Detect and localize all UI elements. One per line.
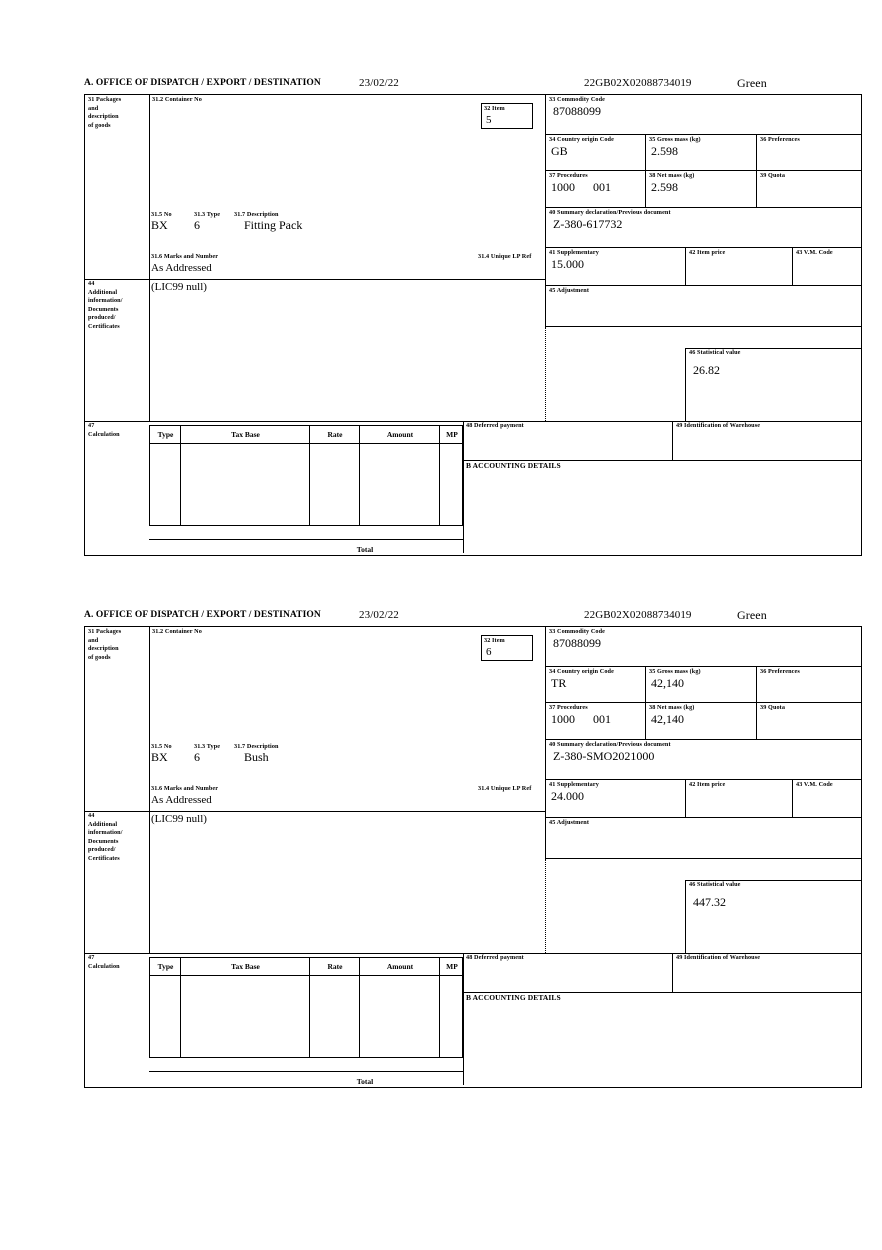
divider-box31-bottom	[85, 279, 545, 280]
box-38-net-mass: 38 Net mass (kg) 2.598	[646, 171, 757, 208]
declaration-block	[84, 94, 862, 556]
declaration-block	[84, 626, 862, 1088]
calc-total-label: Total	[356, 1077, 374, 1086]
office-of-dispatch-label: A. OFFICE OF DISPATCH / EXPORT / DESTINATION	[84, 610, 321, 620]
packages-number: BX	[151, 218, 168, 232]
divider-left-column	[149, 627, 150, 953]
box-35-gross-mass: 35 Gross mass (kg) 2.598	[646, 135, 757, 171]
box-31-label: 31 Packages and description of goods	[88, 628, 122, 661]
box-31-label: 31 Packages and description of goods	[88, 96, 122, 129]
box-43-vm-code: 43 V.M. Code	[793, 248, 861, 286]
box-b-accounting-details: B ACCOUNTING DETAILS	[466, 461, 561, 470]
box-42-item-price: 42 Item price	[686, 780, 793, 818]
box-44-label: 44 Additional information/ Documents produced/ Certificates	[88, 812, 123, 862]
box-37-procedures: 37 Procedures 1000 001	[545, 703, 646, 740]
box-31-2-container-no: 31.2 Container No	[152, 628, 202, 635]
box-42-item-price: 42 Item price	[686, 248, 793, 286]
calc-header-taxbase: Tax Base	[231, 962, 260, 971]
calc-header-mp: MP	[446, 430, 458, 439]
box-37-procedures: 37 Procedures 1000 001	[545, 171, 646, 208]
box-31-6-marks: 31.6 Marks and Number 31.4 Unique LP Ref As Addressed	[151, 253, 532, 274]
box-43-vm-code: 43 V.M. Code	[793, 780, 861, 818]
box-36-preferences: 36 Preferences	[757, 667, 861, 703]
packages-description: Bush	[244, 750, 269, 764]
box-45-adjustment: 45 Adjustment	[545, 818, 861, 859]
box-47-label: 47 Calculation	[88, 954, 120, 970]
declaration-date: 23/02/22	[359, 609, 399, 621]
divider-box46-top	[685, 880, 861, 881]
box-45-adjustment: 45 Adjustment	[545, 286, 861, 327]
box-40-previous-document: 40 Summary declaration/Previous document Z-380-SMO2021000	[545, 740, 861, 780]
box-39-quota: 39 Quota	[757, 703, 861, 740]
box-49-warehouse-id: 49 Identification of Warehouse	[673, 953, 861, 993]
calc-header-amount: Amount	[386, 962, 414, 971]
box-34-country-origin: 34 Country origin Code TR	[545, 667, 646, 703]
box-32-item: 32 Item 6	[481, 635, 533, 661]
divider-dotted	[545, 859, 546, 953]
form-header	[84, 610, 862, 626]
box-36-preferences: 36 Preferences	[757, 135, 861, 171]
box-47-label: 47 Calculation	[88, 422, 120, 438]
box-b-accounting-details: B ACCOUNTING DETAILS	[466, 993, 561, 1002]
calc-total-divider	[149, 1071, 463, 1072]
packages-number: BX	[151, 750, 168, 764]
box-49-warehouse-id: 49 Identification of Warehouse	[673, 421, 861, 461]
box-31-6-marks: 31.6 Marks and Number 31.4 Unique LP Ref As Addressed	[151, 785, 532, 806]
packages-type: 6	[194, 218, 200, 232]
box-39-quota: 39 Quota	[757, 171, 861, 208]
declaration-form-item-6	[84, 610, 862, 1088]
divider-box31-bottom	[85, 811, 545, 812]
calc-header-rate: Rate	[327, 962, 343, 971]
divider-box46-top	[685, 348, 861, 349]
box-33-commodity-code: 33 Commodity Code 87088099	[545, 95, 861, 135]
office-of-dispatch-label: A. OFFICE OF DISPATCH / EXPORT / DESTINATION	[84, 78, 321, 88]
declaration-date: 23/02/22	[359, 77, 399, 89]
box-31-2-container-no: 31.2 Container No	[152, 96, 202, 103]
box-46-statistical-value: 46 Statistical value 447.32	[685, 880, 861, 953]
box-35-gross-mass: 35 Gross mass (kg) 42,140	[646, 667, 757, 703]
box-44-label: 44 Additional information/ Documents produced/ Certificates	[88, 280, 123, 330]
calculation-table	[149, 957, 463, 1058]
packages-description: Fitting Pack	[244, 218, 303, 232]
packages-type: 6	[194, 750, 200, 764]
divider-left-column	[149, 95, 150, 421]
calc-total-label: Total	[356, 545, 374, 554]
box-41-supplementary: 41 Supplementary 15.000	[545, 248, 686, 286]
calc-header-taxbase: Tax Base	[231, 430, 260, 439]
box-44-value: (LIC99 null)	[151, 813, 207, 825]
movement-reference-number: 22GB02X02088734019	[584, 609, 692, 621]
marks-and-number-value: As Addressed	[151, 262, 212, 274]
box-33-commodity-code: 33 Commodity Code 87088099	[545, 627, 861, 667]
box-40-previous-document: 40 Summary declaration/Previous document Z-380-617732	[545, 208, 861, 248]
box-46-statistical-value: 46 Statistical value 26.82	[685, 348, 861, 421]
declaration-form-item-5	[84, 78, 862, 556]
box-44-value: (LIC99 null)	[151, 281, 207, 293]
calc-total-divider	[149, 539, 463, 540]
box-31-packages-row: 31.5 No 31.3 Type 31.7 Description BX 6 Fitting Pack	[151, 211, 303, 232]
box-38-net-mass: 38 Net mass (kg) 42,140	[646, 703, 757, 740]
routing-lane: Green	[737, 76, 767, 90]
divider-dotted	[545, 327, 546, 421]
calc-header-divider	[150, 975, 462, 976]
box-48-deferred-payment: 48 Deferred payment	[463, 953, 673, 993]
box-48-deferred-payment: 48 Deferred payment	[463, 421, 673, 461]
box-41-supplementary: 41 Supplementary 24.000	[545, 780, 686, 818]
calc-header-type: Type	[157, 962, 174, 971]
calc-header-divider	[150, 443, 462, 444]
calc-header-mp: MP	[446, 962, 458, 971]
calc-header-amount: Amount	[386, 430, 414, 439]
marks-and-number-value: As Addressed	[151, 794, 212, 806]
form-header	[84, 78, 862, 94]
box-32-item: 32 Item 5	[481, 103, 533, 129]
box-31-packages-row: 31.5 No 31.3 Type 31.7 Description BX 6 Bush	[151, 743, 279, 764]
movement-reference-number: 22GB02X02088734019	[584, 77, 692, 89]
calculation-table	[149, 425, 463, 526]
routing-lane: Green	[737, 608, 767, 622]
calc-header-type: Type	[157, 430, 174, 439]
calc-header-rate: Rate	[327, 430, 343, 439]
box-34-country-origin: 34 Country origin Code GB	[545, 135, 646, 171]
